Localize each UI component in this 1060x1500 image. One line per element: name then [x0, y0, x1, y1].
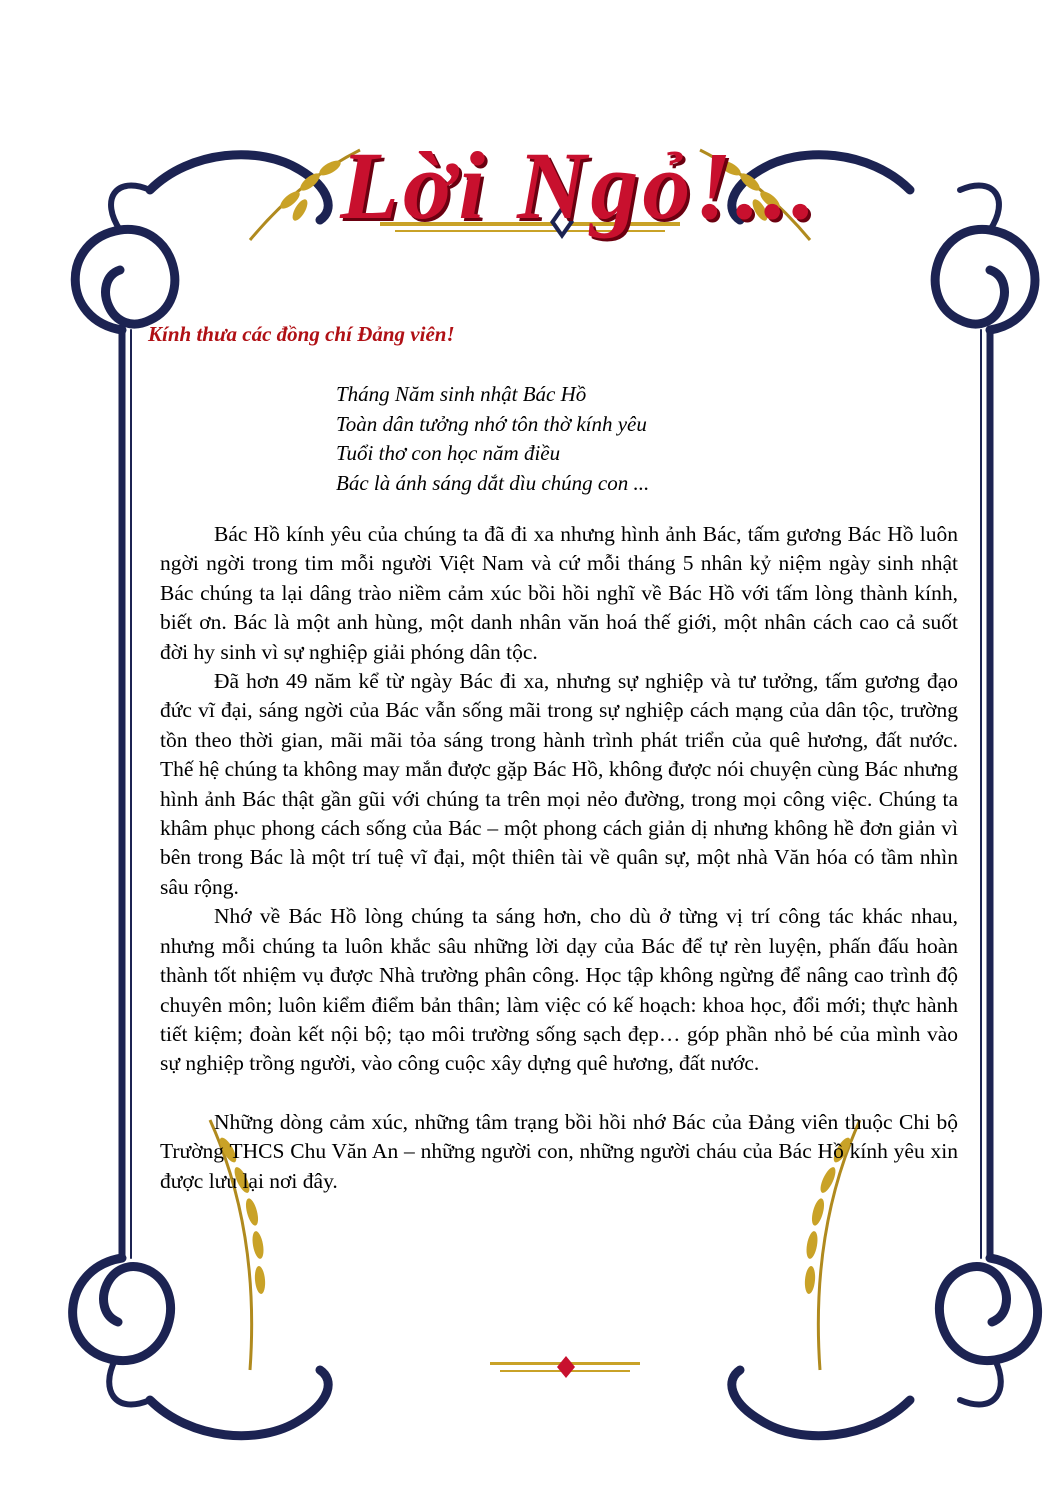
- paragraph: Đã hơn 49 năm kể từ ngày Bác đi xa, nhưng sự nghiệp và tư tưởng, tấm gương đạo đức vĩ đại, sáng ngời của Bác vẫn sống mãi trong sự nghiệp cách mạng của dân tộc, trường tồn theo thời gian, mãi mãi tỏa sáng trong hành trình phát triển của quê hương, đất nước. Thế hệ chúng ta không may mắn được gặp Bác Hồ, không được nói chuyện cùng Bác nhưng hình ảnh Bác thật gần gũi với chúng ta trên mọi nẻo đường, trong mọi công việc. Chúng ta khâm phục phong cách sống của Bác – một phong cách giản dị nhưng không hề đơn giản vì bên trong Bác là một trí tuệ vĩ đại, một thiên tài về quân sự, một nhà Văn hóa có tầm nhìn sâu rộng.: [160, 669, 958, 899]
- bottom-left-scroll-ornament: [73, 1258, 329, 1436]
- salutation: Kính thưa các đồng chí Đảng viên!: [148, 322, 455, 346]
- poem: [336, 380, 649, 498]
- poem-line: Tuổi thơ con học năm điều: [336, 441, 561, 465]
- top-left-scroll-ornament: [75, 155, 328, 330]
- paragraph: Nhớ về Bác Hồ lòng chúng ta sáng hơn, cho dù ở từng vị trí công tác khác nhau, nhưng mỗi chúng ta luôn khắc sâu những lời dạy của Bác để tự rèn luyện, phấn đấu hoàn thành tốt nhiệm vụ được Nhà trường phân công. Học tập không ngừng để nâng cao trình độ chuyên môn; luôn kiểm điểm bản thân; làm việc có kế hoạch: khoa học, đổi mới; thực hành tiết kiệm; đoàn kết nội bộ; tạo môi trường sống sạch đẹp… góp phần nhỏ bé của mình vào sự nghiệp trồng người, vào công cuộc xây dựng quê hương, đất nước.: [160, 904, 958, 1076]
- poem-line: Tháng Năm sinh nhật Bác Hồ: [336, 382, 587, 406]
- body-text: [160, 520, 958, 1196]
- page-title: Lời Ngỏ!...: [340, 132, 820, 239]
- bottom-right-scroll-ornament: [732, 1258, 1038, 1436]
- bottom-diamond-icon: [557, 1356, 575, 1378]
- bottom-center-ornament: [490, 1356, 640, 1378]
- poem-line: Bác là ánh sáng dắt dìu chúng con ...: [336, 470, 650, 495]
- paragraph: Bác Hồ kính yêu của chúng ta đã đi xa nhưng hình ảnh Bác, tấm gương Bác Hồ luôn ngời ngời trong tim mỗi người Việt Nam và cứ mỗi tháng 5 nhân kỷ niệm ngày sinh nhật Bác chúng ta lại dâng trào niềm cảm xúc bồi hồi nghĩ về Bác Hồ với tấm lòng thành kính, biết ơn. Bác là một anh hùng, một danh nhân văn hoá thế giới, một nhân cách cao cả suốt đời hy sinh vì sự nghiệp giải phóng dân tộc.: [160, 522, 958, 664]
- poem-line: Toàn dân tưởng nhớ tôn thờ kính yêu: [336, 411, 647, 436]
- paragraph: Những dòng cảm xúc, những tâm trạng bồi hồi nhớ Bác của Đảng viên thuộc Chi bộ Trường THCS Chu Văn An – những người con, những người cháu của Bác Hồ kính yêu xin được lưu lại nơi đây.: [160, 1109, 958, 1193]
